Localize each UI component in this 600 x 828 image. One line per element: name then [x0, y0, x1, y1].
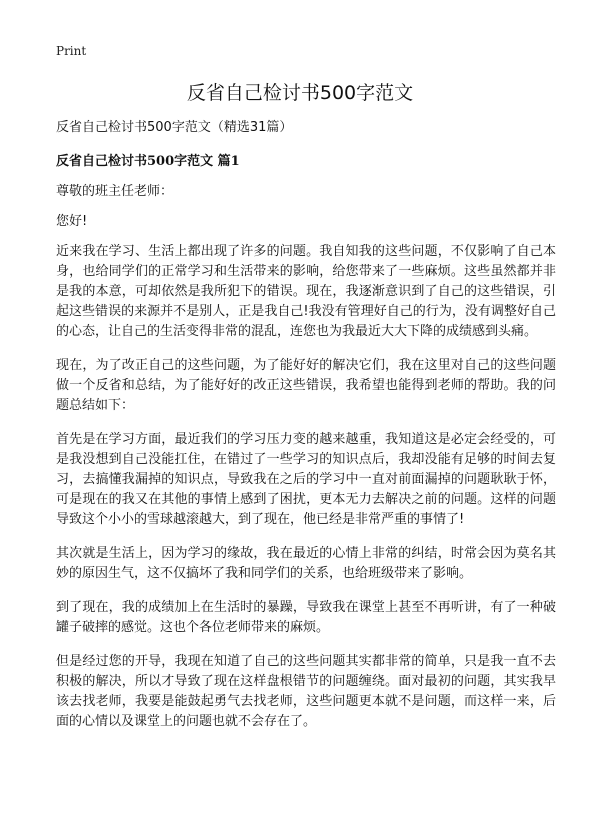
document-subtitle: 反省自己检讨书500字范文（精选31篇）	[56, 120, 293, 135]
section-heading: 反省自己检讨书500字范文 篇1	[56, 154, 240, 169]
page-title: 反省自己检讨书500字范文	[186, 82, 414, 104]
salutation-line: 您好!	[56, 214, 88, 229]
print-label: Print	[56, 44, 87, 58]
paragraph: 其次就是生活上，因为学习的缘故，我在最近的心情上非常的纠结，时常会因为莫名其妙的原因生气，这不仅搞坏了我和同学们的关系，也给班级带来了影响。	[56, 546, 556, 581]
document-body	[56, 118, 556, 746]
greeting-line: 尊敬的班主任老师：	[56, 184, 174, 199]
paragraph: 到了现在，我的成绩加上在生活时的暴躁，导致我在课堂上甚至不再听讲，有了一种破罐子破摔的感觉。这也个各位老师带来的麻烦。	[56, 600, 556, 635]
paragraph: 但是经过您的开导，我现在知道了自己的这些问题其实都非常的简单，只是我一直不去积极的解决，所以才导致了现在这样盘根错节的问题缠绕。面对最初的问题，其实我早该去找老师，我要是能鼓起勇气去找老师，这些问题更本就不是问题，而这样一来，后面的心情以及课堂上的问题也就不会存在了。	[56, 654, 556, 729]
paragraph: 现在，为了改正自己的这些问题，为了能好好的解决它们，我在这里对自己的这些问题做一个反省和总结，为了能好好的改正这些错误，我希望也能得到老师的帮助。我的问题总结如下：	[56, 358, 556, 413]
paragraph: 首先是在学习方面，最近我们的学习压力变的越来越重，我知道这是必定会经受的，可是我没想到自己没能扛住，在错过了一些学习的知识点后，我却没能有足够的时间去复习，去搞懂我漏掉的知识点，导致我在之后的学习中一直对前面漏掉的问题耿耿于怀，可是现在的我又在其他的事情上感到了困扰，更本无力去解决之前的问题。这样的问题导致这个小小的雪球越滚越大，到了现在，他已经是非常严重的事情了!	[56, 432, 556, 527]
paragraph: 近来我在学习、生活上都出现了许多的问题。我自知我的这些问题，不仅影响了自己本身，也给同学们的正常学习和生活带来的影响，给您带来了一些麻烦。这些虽然都并非是我的本意，可却依然是我所犯下的错误。现在，我逐渐意识到了自己的这些错误，引起这些错误的来源并不是别人，正是我自己!我没有管理好自己的行为，没有调整好自己的心态，让自己的生活变得非常的混乱，连您也为我最近大大下降的成绩感到头痛。	[56, 244, 556, 339]
